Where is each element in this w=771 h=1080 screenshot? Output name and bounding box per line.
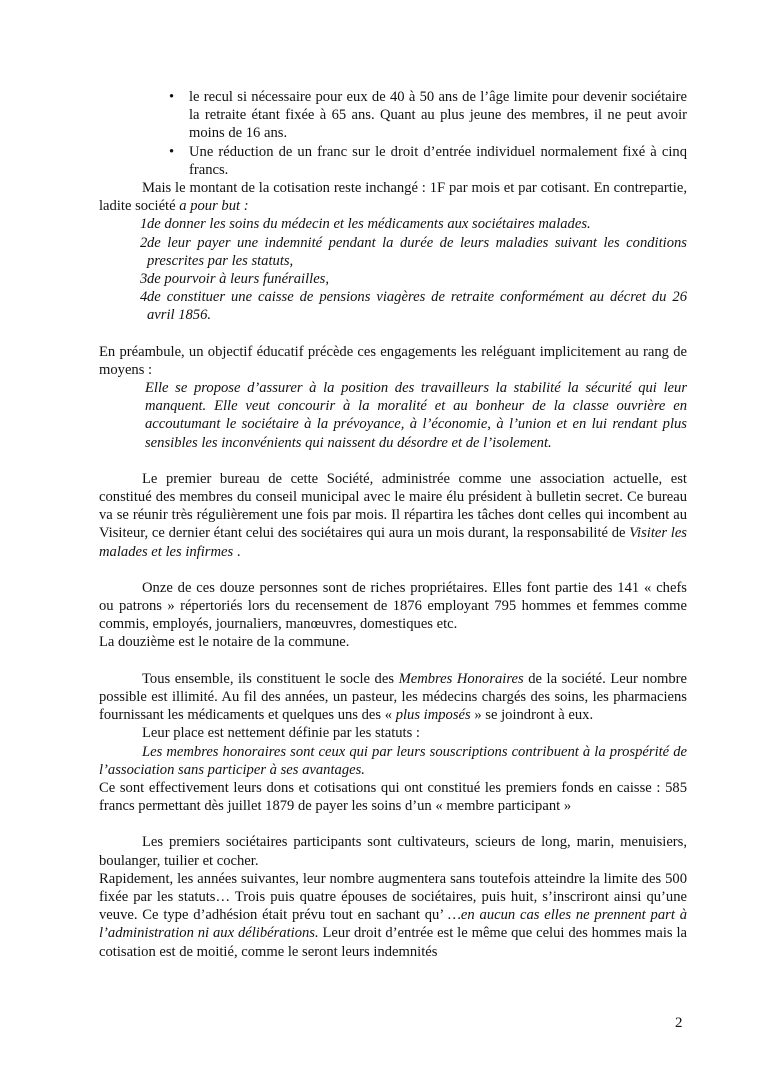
paragraph-place: Leur place est nettement définie par les statuts : bbox=[142, 725, 420, 742]
spacer bbox=[99, 452, 687, 470]
spacer bbox=[99, 325, 687, 343]
spacer bbox=[99, 815, 687, 833]
spacer bbox=[99, 561, 687, 579]
quote-preambule: Elle se propose d’assurer à la position des travailleurs la stabilité la sécurité qui leur manquent. Elle veut concourir à la moralité et au bonheur de la classe ouvrière en accoutumant le sociétaire à la prévoyance, à l’économie, à l’union et en lui rendant plus sensibles les inconvénients qui naissent du désordre et de l’isolement. bbox=[145, 380, 687, 451]
page-number: 2 bbox=[675, 1015, 683, 1031]
paragraph-douzieme: La douzième est le notaire de la commune. bbox=[99, 634, 350, 651]
spacer bbox=[99, 652, 687, 670]
paragraph-cotisation: Mais le montant de la cotisation reste inchangé : 1F par mois et par cotisant. En contrepartie, ladite société a pour but : bbox=[99, 180, 687, 215]
paragraph-bureau: Le premier bureau de cette Société, administrée comme une association actuelle, est constitué des membres du conseil municipal avec le maire élu président à bulletin secret. Ce bureau va se réunir très régulièrement une fois par mois. Il répartira les tâches dont celles qui incombent au Visiteur, ce dernier étant celui des sociétaires qui aura un mois durant, la responsabilité de Visiter les malades et les infirmes . bbox=[99, 470, 687, 560]
numbered-item: 1 de donner les soins du médecin et les médicaments aux sociétaires malades. bbox=[140, 216, 591, 233]
paragraph-ensemble: Tous ensemble, ils constituent le socle des Membres Honoraires de la société. Leur nombre possible est illimité. Au fil des années, un pasteur, les médecins chargés des soins, les pharmaciens fournissant les médicaments et quelques uns des « plus imposés » se joindront à eux. bbox=[99, 670, 688, 724]
numbered-item: 3 de pourvoir à leurs funérailles, bbox=[140, 271, 330, 288]
bullet-item: • le recul si nécessaire pour eux de 40 à 50 ans de l’âge limite pour devenir sociétaire la retraite étant fixée à 65 ans. Quant au plus jeune des membres, il ne peut avoir moins de 16 ans. bbox=[169, 89, 687, 142]
paragraph-preambule: En préambule, un objectif éducatif précède ces engagements les reléguant implicitement au rang de moyens : bbox=[99, 343, 687, 378]
paragraph-dons: Ce sont effectivement leurs dons et cotisations qui ont constitué les premiers fonds en caisse : 585 francs permettant dès juillet 1879 de payer les soins d’un « membre participant » bbox=[99, 779, 687, 815]
numbered-item: 2 de leur payer une indemnité pendant la durée de leurs maladies suivant les conditions prescrites par les statuts, bbox=[140, 234, 687, 269]
bullet-icon: • bbox=[169, 143, 175, 160]
paragraph-rapidement: Rapidement, les années suivantes, leur nombre augmentera sans toutefois atteindre la limite des 500 fixée par les statuts… Trois puis quatre épouses de sociétaires, puis huit, s’inscriront ainsi qu’une veuve. Ce type d’adhésion était prévu tout en sachant qu’ …en aucun cas elles ne prennent part à l’administration ni aux délibérations. Leur droit d’entrée est le même que celui des hommes mais la cotisation est de moitié, comme le seront leurs indemnités bbox=[99, 870, 688, 960]
document-body bbox=[99, 88, 687, 961]
bullet-icon: • bbox=[169, 89, 175, 105]
paragraph-onze: Onze de ces douze personnes sont de riches propriétaires. Elles font partie des 141 « chefs ou patrons » répertoriés lors du recensement de 1876 employant 795 hommes et femmes comme commis, employés, journaliers, manœuvres, domestiques etc. bbox=[99, 579, 687, 633]
paragraph-participants: Les premiers sociétaires participants sont cultivateurs, scieurs de long, marin, menuisiers, boulanger, tuilier et cocher. bbox=[99, 834, 687, 869]
numbered-item: 4 de constituer une caisse de pensions viagères de retraite conformément au décret du 26 avril 1856. bbox=[140, 289, 687, 324]
bullet-item: • Une réduction de un franc sur le droit d’entrée individuel normalement fixé à cinq francs. bbox=[169, 143, 687, 178]
quote-statuts: Les membres honoraires sont ceux qui par leurs souscriptions contribuent à la prospérité de l’association sans participer à ses avantages. bbox=[99, 743, 687, 778]
